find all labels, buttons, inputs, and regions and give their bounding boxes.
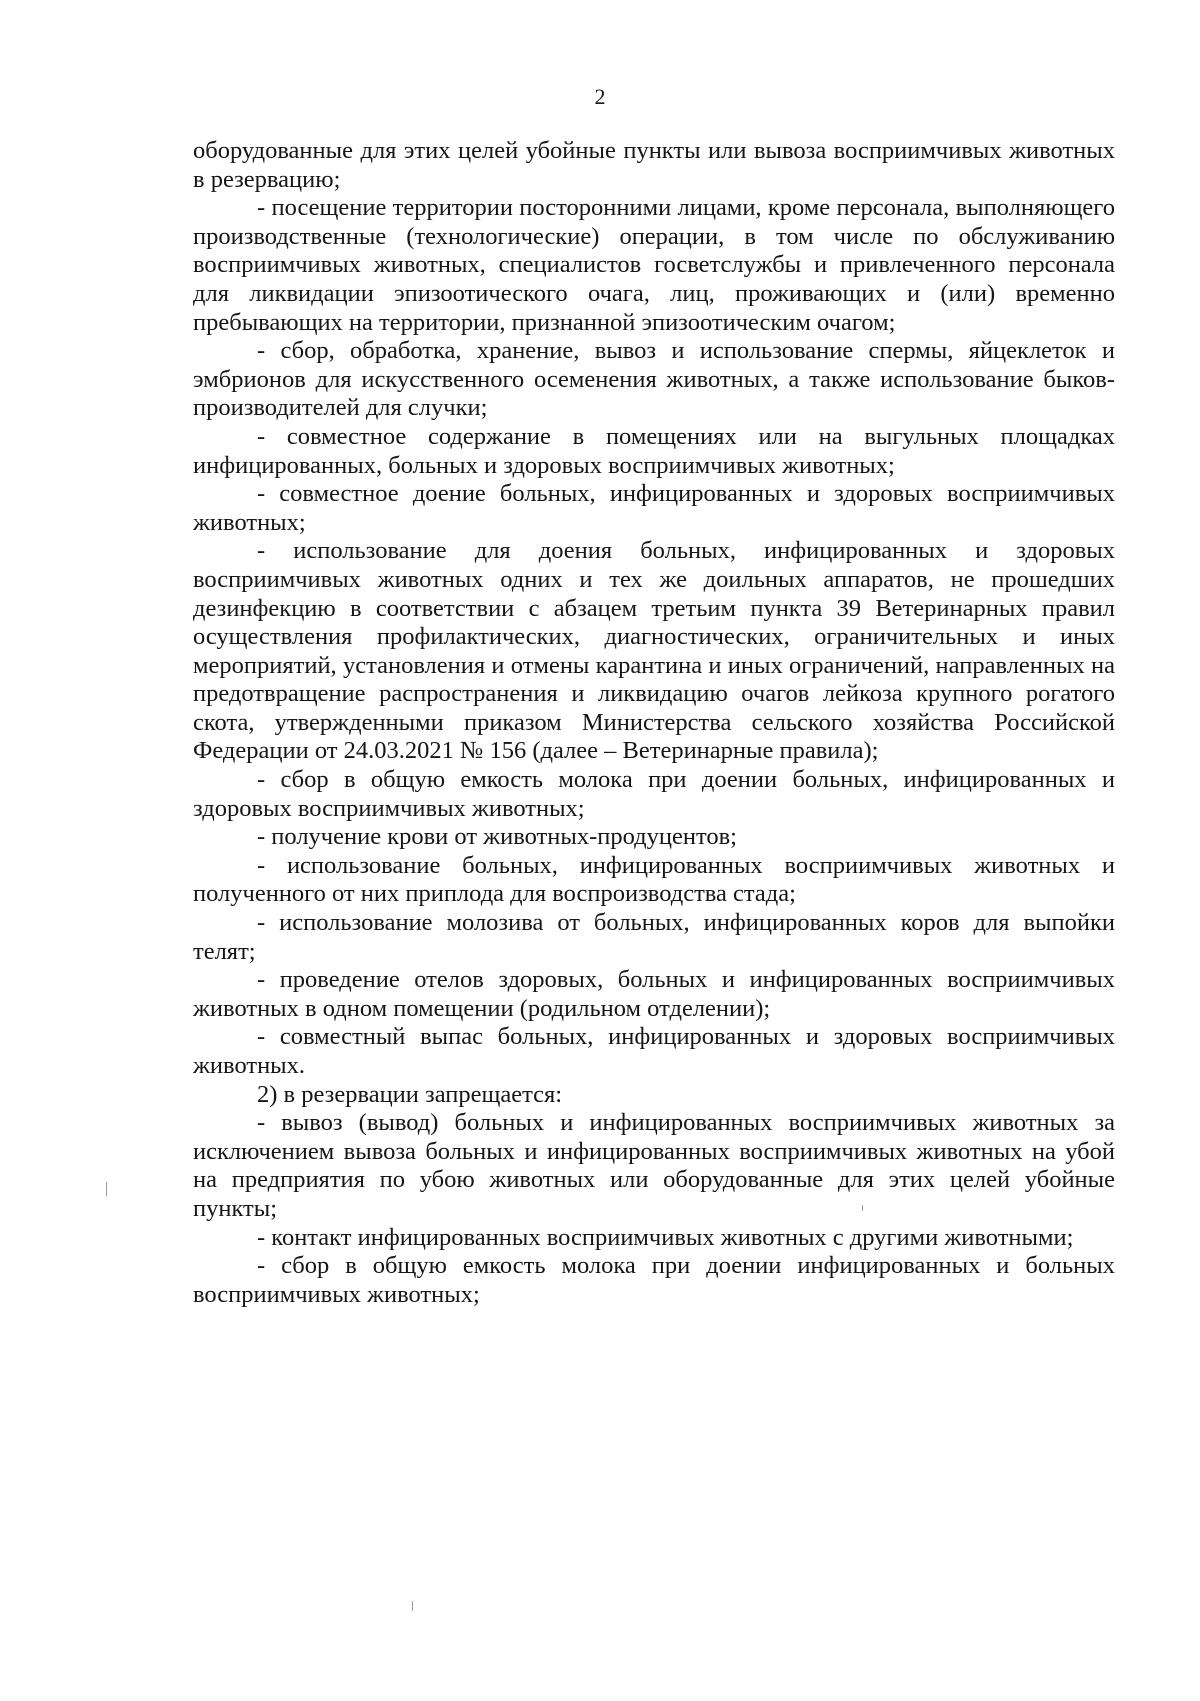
paragraph-joint-milking: - совместное доение больных, инфицированных и здоровых восприимчивых животных; [193,480,1115,536]
paragraph-reservation-heading: 2) в резервации запрещается: [257,1080,563,1108]
paragraph-sperm-embryos: - сбор, обработка, хранение, вывоз и использование спермы, яйцеклеток и эмбрионов для искусственного осеменения животных, а также использование быков-производителей для случки; [193,337,1115,422]
paragraph-calving: - проведение отелов здоровых, больных и инфицированных восприимчивых животных в одном помещении (родильном отделении); [193,966,1115,1022]
paragraph-grazing: - совместный выпас больных, инфицированных и здоровых восприимчивых животных. [193,1023,1115,1079]
scan-speck [106,1182,107,1196]
paragraph-milking-machines: - использование для доения больных, инфицированных и здоровых восприимчивых животных одних и тех же доильных аппаратов, не прошедших дезинфекцию в соответствии с абзацем третьим пункта 39 Ветеринарных правил осуществления профилактических, диагностических, ограничительных и иных мероприятий, установления и отмены карантина и иных ограничений, направленных на предотвращение распространения и ликвидацию очагов лейкоза крупного рогатого скота, утвержденными приказом Министерства сельского хозяйства Российской Федерации от 24.03.2021 № 156 (далее – Ветеринарные правила); [193,537,1115,765]
paragraph-joint-keeping: - совместное содержание в помещениях или на выгульных площадках инфицированных, больных и здоровых восприимчивых животных; [193,422,1115,479]
document-body [193,137,1115,1309]
page-number: 2 [594,84,606,109]
scan-speck [862,1205,863,1211]
paragraph-visit-restriction: - посещение территории посторонними лицами, кроме персонала, выполняющего производственные (технологические) операции, в том числе по обслуживанию восприимчивых животных, специалистов госветслужбы и привлеченного персонала для ликвидации эпизоотического очага, лиц, проживающих и (или) временно пребывающих на территории, признанной эпизоотическим очагом; [193,194,1115,336]
paragraph-milk-collection-reservation: - сбор в общую емкость молока при доении инфицированных и больных восприимчивых животных; [193,1252,1115,1308]
paragraph-blood: - получение крови от животных-продуцентов; [257,823,737,851]
paragraph-milk-collection: - сбор в общую емкость молока при доении больных, инфицированных и здоровых восприимчивых животных; [193,766,1115,822]
paragraph-contact: - контакт инфицированных восприимчивых животных с другими животными; [257,1223,1074,1251]
scan-speck [412,1601,413,1611]
paragraph-continuation: оборудованные для этих целей убойные пункты или вывоза восприимчивых животных в резервацию; [193,137,1115,193]
paragraph-colostrum: - использование молозива от больных, инфицированных коров для выпойки телят; [193,909,1115,965]
paragraph-reproduction: - использование больных, инфицированных восприимчивых животных и полученного от них приплода для воспроизводства стада; [193,851,1115,908]
paragraph-removal: - вывоз (вывод) больных и инфицированных восприимчивых животных за исключением вывоза больных и инфицированных восприимчивых животных на убой на предприятия по убою животных или оборудованные для этих целей убойные пункты; [193,1109,1115,1222]
